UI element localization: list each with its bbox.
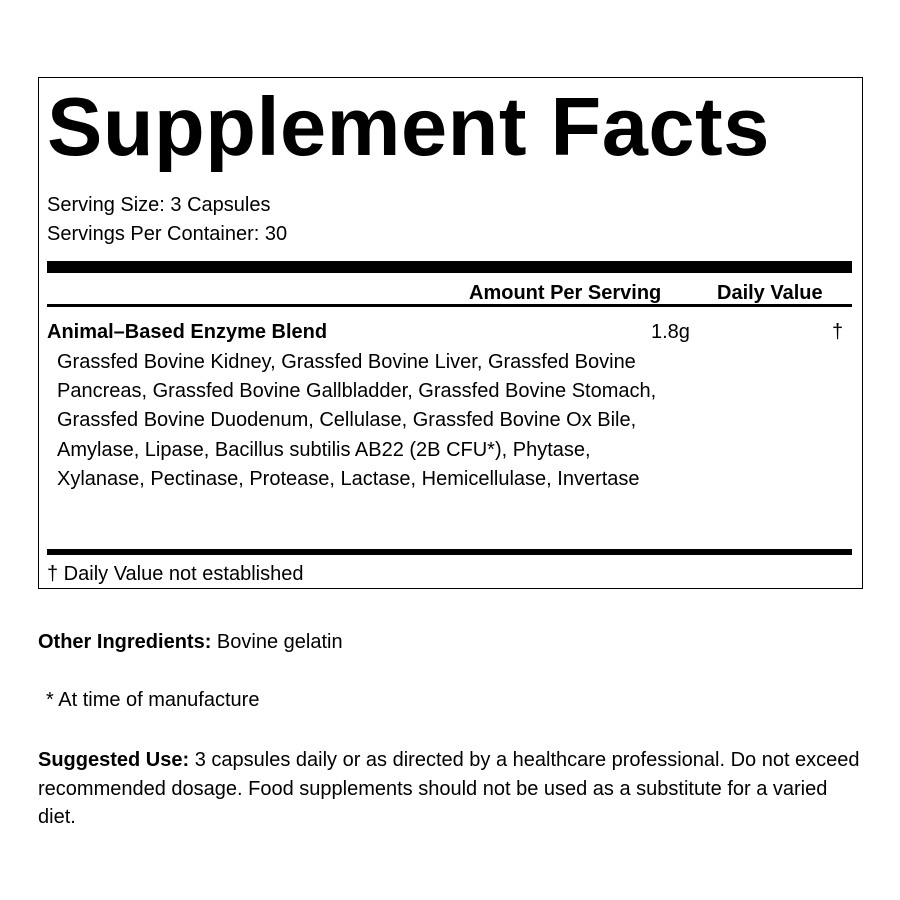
panel-title: Supplement Facts [47, 80, 770, 173]
header-divider [47, 261, 852, 273]
blend-name: Animal–Based Enzyme Blend [47, 321, 328, 343]
blend-daily-value: † [832, 321, 844, 343]
manufacture-note: * At time of manufacture [46, 689, 260, 711]
blend-ingredients: Grassfed Bovine Kidney, Grassfed Bovine Liver, Grassfed Bovine Pancreas, Grassfed Bovine Gallbladder, Grassfed Bovine Stomach, Grassfed Bovine Duodenum, Cellulase, Grassfed Bovine Ox Bile, Amylase, Lipase, Bacillus subtilis AB22 (2B CFU*), Phytase, Xylanase, Pectinase, Protease, Lactase, Hemicellulase, Invertase [57, 351, 657, 490]
other-ingredients-label: Other Ingredients: [38, 631, 212, 653]
other-ingredients [38, 629, 343, 655]
serving-info [47, 191, 287, 249]
suggested-use-text: 3 capsules daily or as directed by a healthcare professional. Do not exceed recommended dosage. Food supplements should not be used as a substitute for a varied diet. [38, 749, 860, 828]
servings-per-container: Servings Per Container: 30 [47, 223, 288, 245]
blend-amount: 1.8g [651, 321, 690, 343]
serving-size: Serving Size: 3 Capsules [47, 194, 271, 216]
daily-value-column-header: Daily Value [717, 282, 823, 304]
footer-divider [47, 549, 852, 555]
daily-value-footnote: † Daily Value not established [47, 563, 304, 585]
other-ingredients-value: Bovine gelatin [216, 631, 343, 653]
supplement-facts-panel [38, 77, 863, 589]
column-header-rule [47, 304, 852, 307]
suggested-use [38, 746, 868, 832]
suggested-use-label: Suggested Use: [38, 749, 190, 771]
amount-column-header: Amount Per Serving [469, 282, 662, 304]
